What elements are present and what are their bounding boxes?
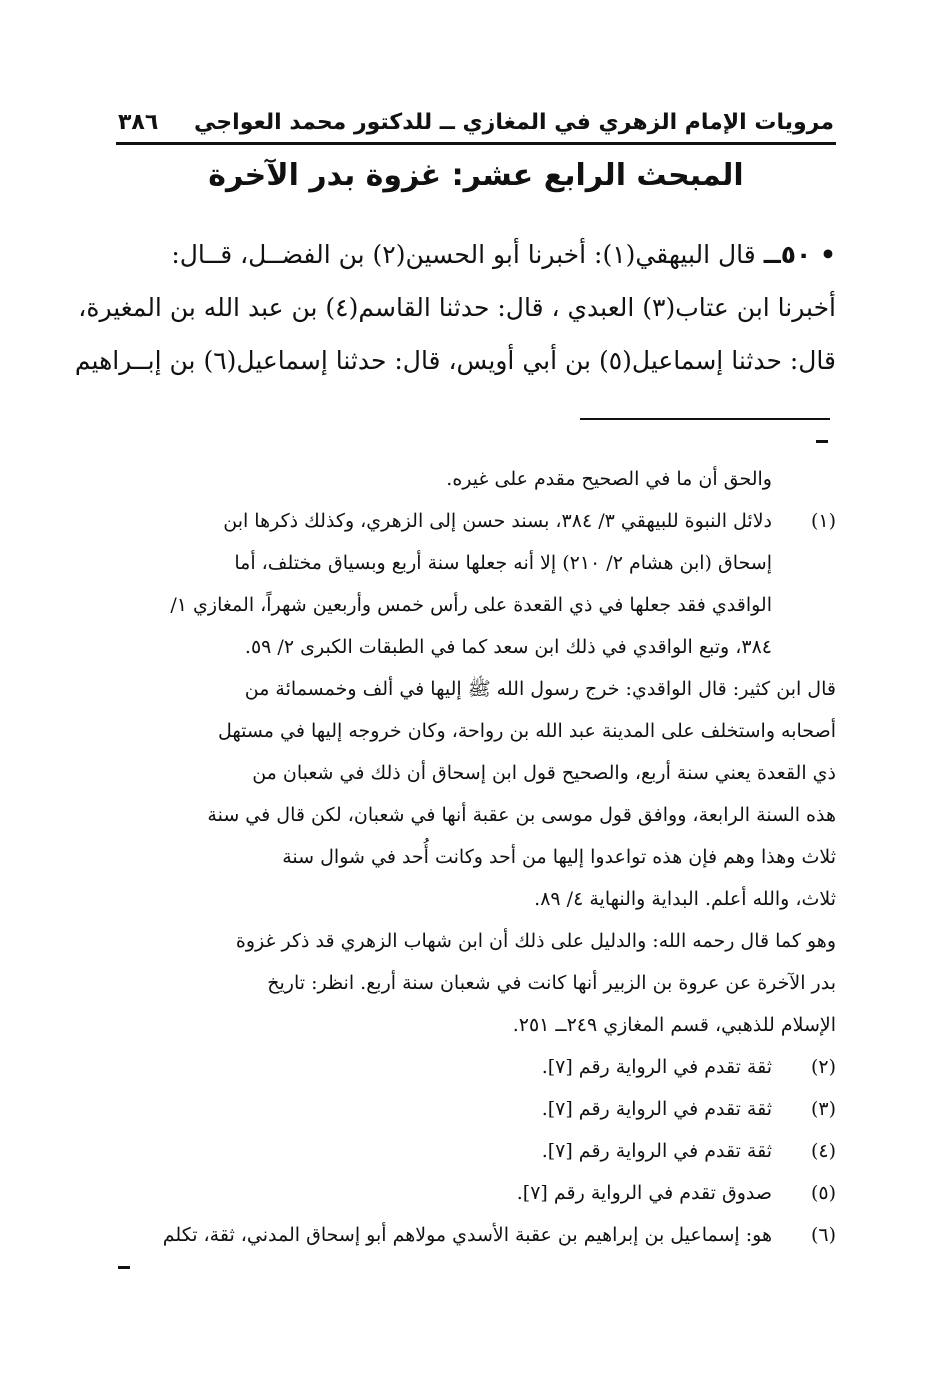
footnote-line: بدر الآخرة عن عروة بن الزبير أنها كانت في شعبان سنة أربع. انظر: تاريخ [267, 972, 836, 994]
book-title: مرويات الإمام الزهري في المغازي ــ للدكتور محمد العواجي [194, 109, 834, 135]
footnote-number: (٢) [810, 1056, 836, 1078]
continuation-mark [816, 440, 828, 443]
header-rule [116, 142, 836, 145]
footnote-line: وهو كما قال رحمه الله: والدليل على ذلك أن ابن شهاب الزهري قد ذكر غزوة [235, 930, 836, 952]
page-number: ٣٨٦ [118, 109, 159, 135]
footnote-line: والحق أن ما في الصحيح مقدم على غيره. [446, 468, 772, 490]
continuation-mark [118, 1266, 130, 1269]
footnote-line: (٢)ثقة تقدم في الرواية رقم [٧]. [116, 1046, 836, 1088]
narration-text [74, 228, 836, 387]
narration-line [116, 228, 836, 281]
chapter-title: المبحث الرابع عشر: غزوة بدر الآخرة [208, 158, 744, 193]
footnote-line: (٥)صدوق تقدم في الرواية رقم [٧]. [116, 1172, 836, 1214]
narration-line-text: قال البيهقي(١): أخبرنا أبو الحسين(٢) بن الفضــل، قــال: [171, 240, 756, 269]
footnote-line: ٣٨٤، وتبع الواقدي في ذلك ابن سعد كما في الطبقات الكبرى ٢/ ٥٩. [244, 636, 772, 658]
footnote-line: قال ابن كثير: قال الواقدي: خرج رسول الله ﷺ إليها في ألف وخمسمائة من [244, 678, 836, 700]
footnote-line: ثلاث، والله أعلم. البداية والنهاية ٤/ ٨٩. [534, 888, 836, 910]
footnote-separator [580, 418, 830, 420]
footnote-line: أصحابه واستخلف على المدينة عبد الله بن رواحة، وكان خروجه إليها في مستهل [217, 720, 836, 742]
footnote-line: ثلاث وهذا وهم فإن هذه تواعدوا إليها من أحد وكانت أُحد في شوال سنة [282, 846, 836, 868]
footnote-line: إسحاق (ابن هشام ٢/ ٢١٠) إلا أنه جعلها سنة أربع وبسياق مختلف، أما [234, 552, 772, 574]
hadith-number: • ٥٠ــ [763, 240, 836, 269]
footnote-line: الواقدي فقد جعلها في ذي القعدة على رأس خمس وأربعين شهراً، المغازي ١/ [170, 594, 772, 616]
footnote-number: (٤) [810, 1140, 836, 1162]
footnote-line: (٤)ثقة تقدم في الرواية رقم [٧]. [116, 1130, 836, 1172]
footnote-line: الإسلام للذهبي، قسم المغازي ٢٤٩ــ ٢٥١. [512, 1014, 836, 1036]
footnote-number: (١) [810, 510, 836, 532]
running-header [118, 104, 834, 140]
footnote-line: (٦)هو: إسماعيل بن إبراهيم بن عقبة الأسدي مولاهم أبو إسحاق المدني، ثقة، تكلم [116, 1214, 836, 1256]
footnote-number: (٦) [810, 1224, 836, 1246]
narration-line: قال: حدثنا إسماعيل(٥) بن أبي أويس، قال: حدثنا إسماعيل(٦) بن إبــراهيم [74, 346, 836, 375]
footnote-line: (١)دلائل النبوة للبيهقي ٣/ ٣٨٤، بسند حسن إلى الزهري، وكذلك ذكرها ابن [116, 500, 836, 542]
footnote-number: (٥) [810, 1182, 836, 1204]
footnote-number: (٣) [810, 1098, 836, 1120]
footnote-line: هذه السنة الرابعة، ووافق قول موسى بن عقبة أنها في شعبان، لكن قال في سنة [207, 804, 836, 826]
narration-line: أخبرنا ابن عتاب(٣) العبدي ، قال: حدثنا القاسم(٤) بن عبد الله بن المغيرة، [78, 293, 836, 322]
footnotes [116, 458, 836, 1256]
footnote-line: (٣)ثقة تقدم في الرواية رقم [٧]. [116, 1088, 836, 1130]
footnote-line: ذي القعدة يعني سنة أربع، والصحيح قول ابن إسحاق أن ذلك في شعبان من [252, 762, 836, 784]
